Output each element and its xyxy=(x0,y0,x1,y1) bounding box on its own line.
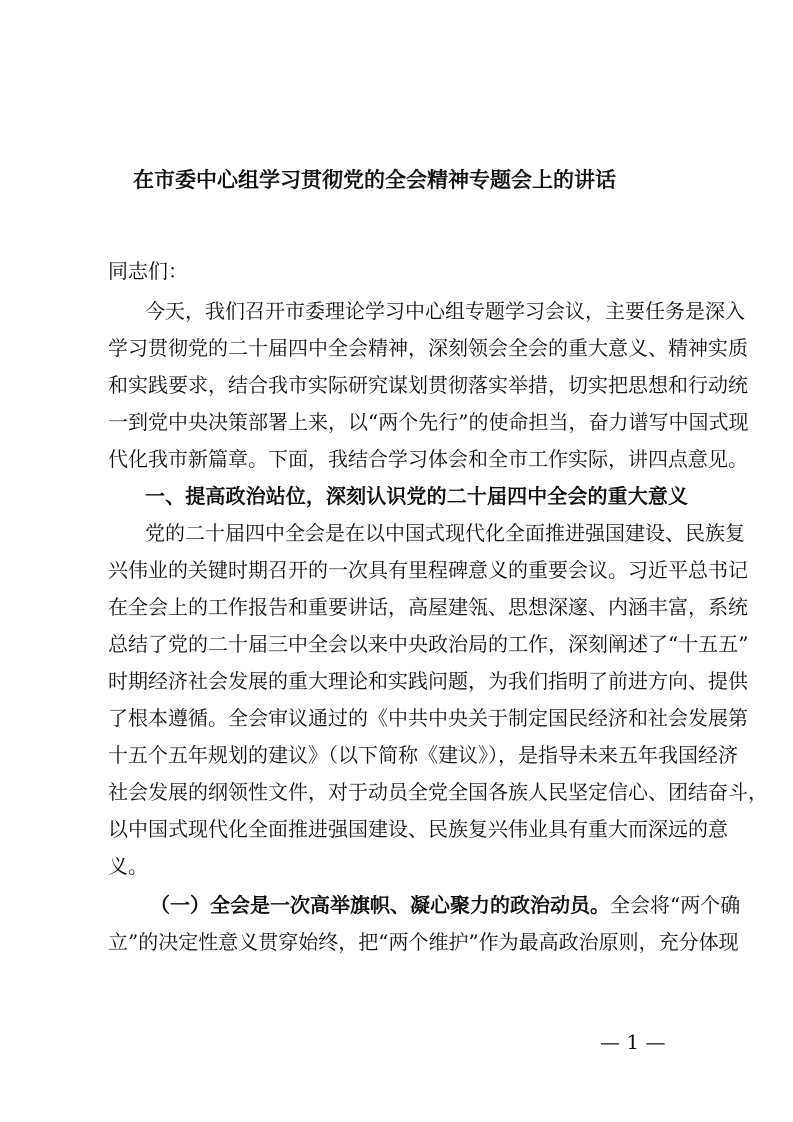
section-heading: 一、提高政治站位，深刻认识党的二十届四中全会的重大意义 xyxy=(145,484,688,508)
intro-line: 学习贯彻党的二十届四中全会精神，深刻领会全会的重大意义、精神实质 xyxy=(108,336,748,360)
body-line: 在全会上的工作报告和重要讲话，高屋建瓴、思想深邃、内涵丰富，系统 xyxy=(108,595,748,619)
body-line: 义。 xyxy=(108,854,148,878)
body-line: 了根本遵循。全会审议通过的《中共中央关于制定国民经济和社会发展第 xyxy=(108,706,748,730)
body-line: 总结了党的二十届三中全会以来中央政治局的工作，深刻阐述了“十五五” xyxy=(108,632,749,656)
salutation: 同志们： xyxy=(108,259,188,283)
body-line: 十五个五年规划的建议》（以下简称《建议》），是指导未来五年我国经济 xyxy=(108,743,738,767)
intro-line: 代化我市新篇章。下面，我结合学习体会和全市工作实际，讲四点意见。 xyxy=(108,447,748,471)
body-line: 立”的决定性意义贯穿始终，把“两个维护”作为最高政治原则，充分体现 xyxy=(108,930,739,954)
body-line: 社会发展的纲领性文件，对于动员全党全国各族人民坚定信心、团结奋斗， xyxy=(108,780,768,804)
body-line: 党的二十届四中全会是在以中国式现代化全面推进强国建设、民族复 xyxy=(145,521,745,545)
body-line: 以中国式现代化全面推进强国建设、民族复兴伟业具有重大而深远的意 xyxy=(108,817,728,841)
subsection-first-line xyxy=(150,890,741,920)
document-title: 在市委中心组学习贯彻党的全会精神专题会上的讲话 xyxy=(133,167,616,192)
intro-line: 今天，我们召开市委理论学习中心组专题学习会议，主要任务是深入 xyxy=(145,299,745,323)
body-line: 兴伟业的关键时期召开的一次具有里程碑意义的重要会议。习近平总书记 xyxy=(108,558,748,582)
intro-line: 和实践要求，结合我市实际研究谋划贯彻落实举措，切实把思想和行动统 xyxy=(108,373,748,397)
page-number: — 1 — xyxy=(600,1030,666,1054)
intro-line: 一到党中央决策部署上来，以“两个先行”的使命担当，奋力谱写中国式现 xyxy=(108,410,749,434)
body-line: 时期经济社会发展的重大理论和实践问题，为我们指明了前进方向、提供 xyxy=(108,669,748,693)
subsection-heading: （一）全会是一次高举旗帜、凝心聚力的政治动员。 xyxy=(150,893,610,917)
body-text: 全会将“两个确 xyxy=(610,893,741,917)
